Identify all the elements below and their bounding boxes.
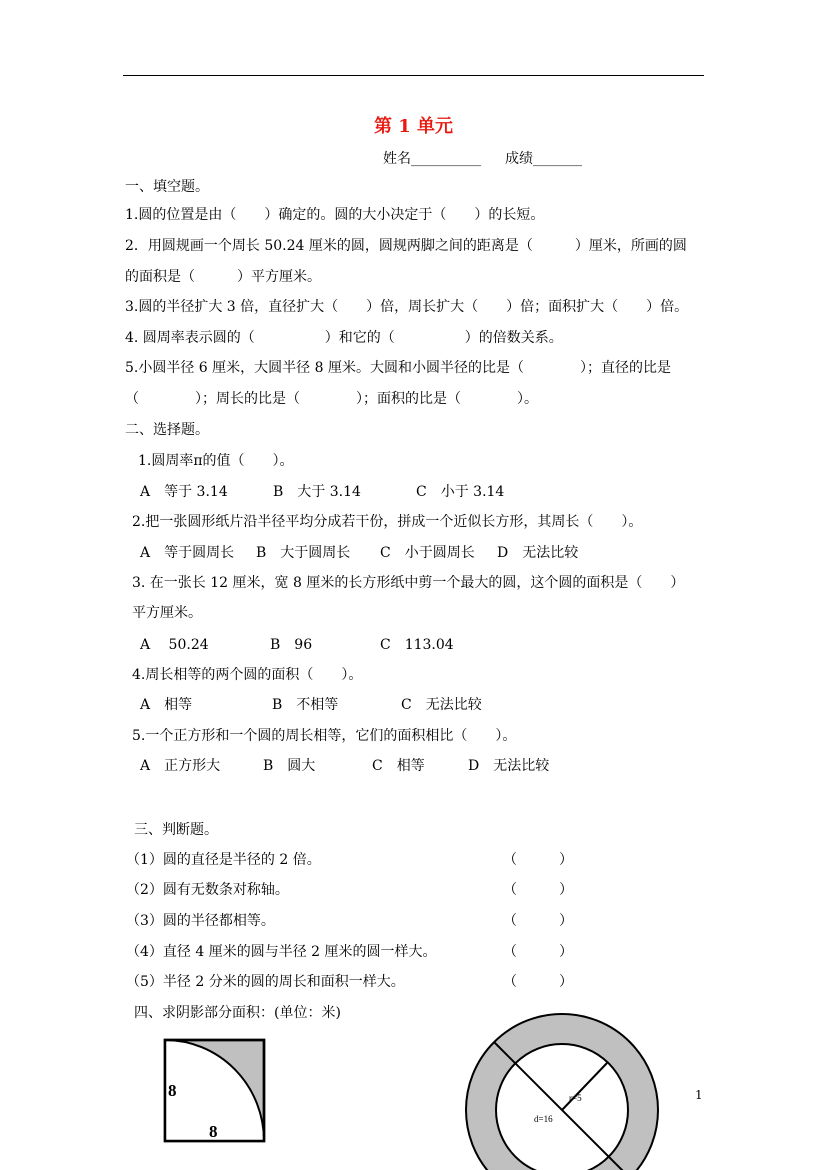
choice-q4: 4.周长相等的两个圆的面积（ ）。: [132, 667, 363, 683]
section3-heading: 三、判断题。: [134, 822, 218, 838]
choice-q1-option-c: C 小于 3.14: [416, 484, 505, 500]
choice-q2: 2.把一张圆形纸片沿半径平均分成若干份，拼成一个近似长方形，其周长（ ）。: [132, 514, 643, 530]
choice-q5-option-d: D 无法比较: [468, 758, 550, 774]
page-title: 第 1 单元: [373, 116, 454, 137]
choice-q2-option-c: C 小于圆周长: [380, 545, 475, 561]
judge-item-4: （4）直径 4 厘米的圆与半径 2 厘米的圆一样大。: [126, 944, 437, 960]
choice-q3-option-a: A 50.24: [140, 637, 209, 653]
section2-heading: 二、选择题。: [125, 422, 209, 438]
header-rule: [123, 75, 704, 76]
judge-item-2: （2）圆有无数条对称轴。: [126, 882, 289, 898]
fill-q5-line1: 5.小圆半径 6 厘米，大圆半径 8 厘米。大圆和小圆半径的比是（ ）；直径的比是: [125, 360, 671, 376]
fill-q1: 1.圆的位置是由（ ）确定的。圆的大小决定于（ ）的长短。: [125, 207, 545, 223]
choice-q5: 5.一个正方形和一个圆的周长相等，它们的面积相比（ ）。: [132, 728, 517, 744]
choice-q3-line2: 平方厘米。: [132, 605, 202, 621]
fig1-bottom-label: 8: [209, 1122, 218, 1141]
choice-q4-option-b: B 不相等: [272, 697, 339, 713]
page-number: 1: [695, 1088, 703, 1102]
judge-item-3-bracket: （ ）: [503, 913, 573, 929]
figure-ring: [462, 1010, 662, 1170]
choice-q5-option-a: A 正方形大: [140, 758, 221, 774]
choice-q5-option-b: B 圆大: [263, 758, 316, 774]
choice-q2-option-d: D 无法比较: [497, 545, 579, 561]
fig2-radius-label: r=5: [569, 1093, 582, 1103]
judge-item-5-bracket: （ ）: [503, 974, 573, 990]
fill-q5-line2: （ ）；周长的比是（ ）；面积的比是（ ）。: [125, 391, 538, 407]
fill-q2-line1: 2．用圆规画一个周长 50.24 厘米的圆，圆规两脚之间的距离是（ ）厘米，所画的圆: [125, 238, 687, 254]
judge-item-4-bracket: （ ）: [503, 944, 573, 960]
fill-q4: 4. 圆周率表示圆的（ ）和它的（ ）的倍数关系。: [125, 330, 563, 346]
choice-q3-line1: 3. 在一张长 12 厘米，宽 8 厘米的长方形纸中剪一个最大的圆，这个圆的面积是（ ）: [132, 575, 685, 591]
figure-square-quarter-circle: [160, 1035, 270, 1147]
section1-heading: 一、填空题。: [125, 179, 209, 195]
fill-q3: 3.圆的半径扩大 3 倍，直径扩大（ ）倍，周长扩大（ ）倍；面积扩大（ ）倍。: [125, 299, 689, 315]
choice-q3-option-b: B 96: [270, 637, 313, 653]
choice-q2-option-b: B 大于圆周长: [256, 545, 351, 561]
judge-item-5: （5）半径 2 分米的圆的周长和面积一样大。: [126, 974, 405, 990]
judge-item-1: （1）圆的直径是半径的 2 倍。: [126, 852, 321, 868]
judge-item-2-bracket: （ ）: [503, 882, 573, 898]
choice-q4-option-a: A 相等: [140, 697, 193, 713]
choice-q1-option-b: B 大于 3.14: [273, 484, 361, 500]
judge-item-3: （3）圆的半径都相等。: [126, 913, 275, 929]
score-field-label: 成绩_______: [505, 151, 582, 167]
fig2-diameter-label: d=16: [534, 1114, 553, 1124]
choice-q1-option-a: A 等于 3.14: [140, 484, 228, 500]
choice-q4-option-c: C 无法比较: [401, 697, 482, 713]
judge-item-1-bracket: （ ）: [503, 852, 573, 868]
name-field-label: 姓名__________: [383, 151, 481, 167]
choice-q1: 1.圆周率π的值（ ）。: [138, 453, 294, 469]
fig1-side-label: 8: [168, 1081, 177, 1100]
choice-q3-option-c: C 113.04: [380, 637, 454, 653]
fill-q2-line2: 的面积是（ ）平方厘米。: [125, 269, 321, 285]
choice-q5-option-c: C 相等: [372, 758, 425, 774]
section4-heading: 四、求阴影部分面积：(单位：米): [134, 1005, 341, 1021]
choice-q2-option-a: A 等于圆周长: [140, 545, 235, 561]
